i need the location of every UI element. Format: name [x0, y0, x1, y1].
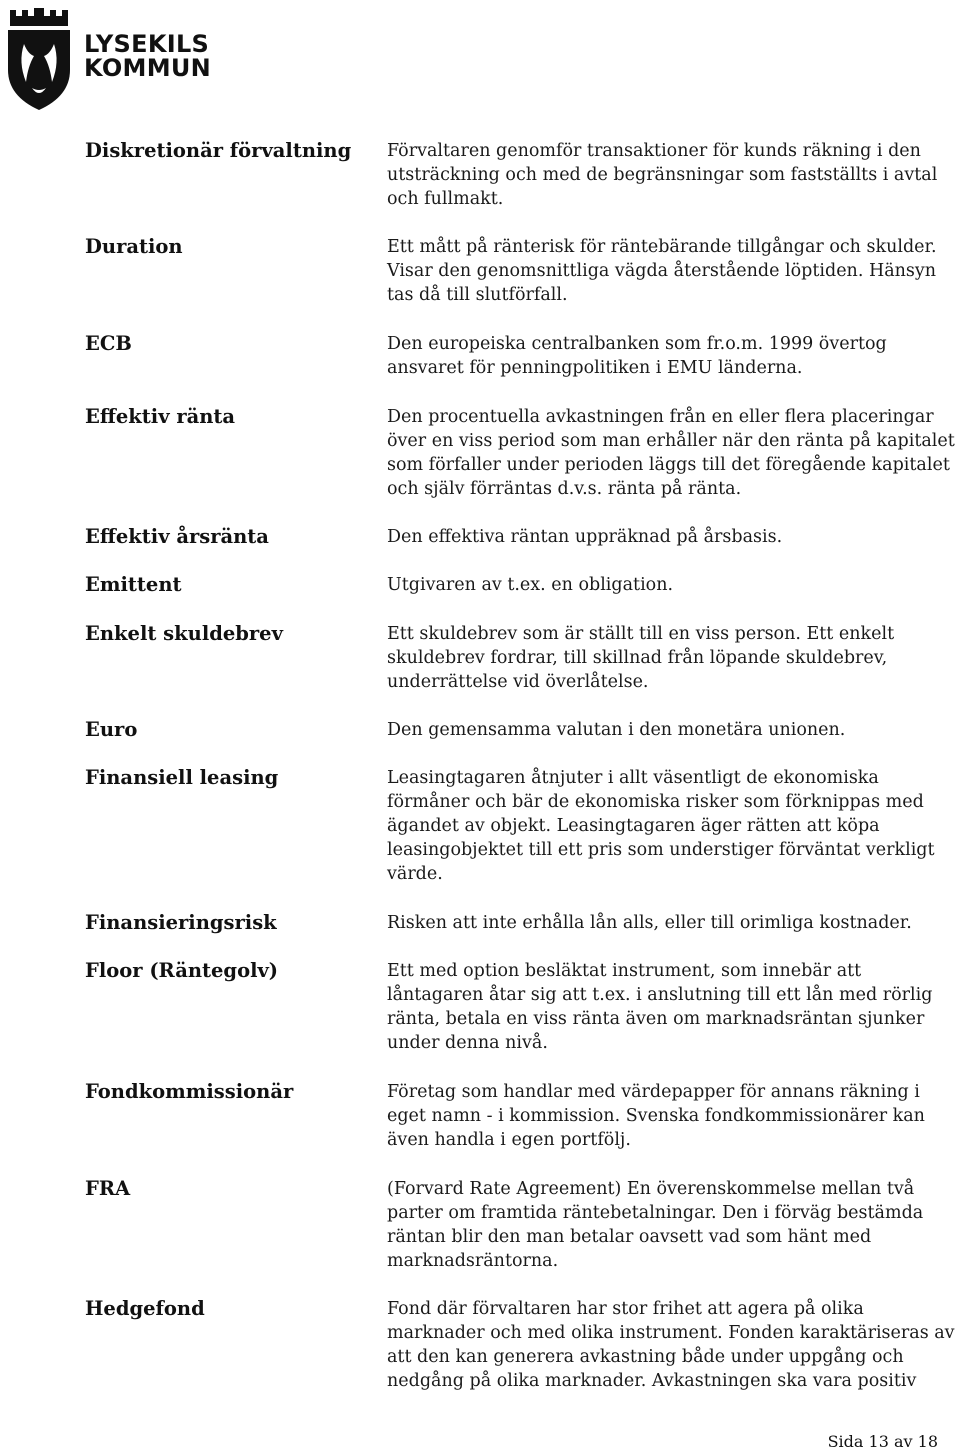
glossary-term: ECB [85, 332, 132, 355]
page-number: Sida 13 av 18 [827, 1432, 938, 1451]
glossary-term: Duration [85, 235, 183, 258]
glossary-definition: Den gemensamma valutan i den monetära unionen. [387, 720, 846, 740]
glossary-definition: Leasingtagaren åtnjuter i allt väsentligt de ekonomiska förmåner och bär de ekonomiska risker som förknippas med ägandet av objekt. Leasingtagaren äger rätten att köpa leasingobjektet till ett pris som understiger förväntat verkligt värde. [387, 768, 935, 884]
glossary-definition: Ett med option besläktat instrument, som innebär att låntagaren åtar sig att t.ex. i anslutning till ett lån med rörlig ränta, betala en viss ränta även om marknadsräntan sjunker under denna nivå. [387, 961, 933, 1053]
municipality-logo-text [84, 32, 211, 80]
glossary-definition: (Forvard Rate Agreement) En överenskommelse mellan två parter om framtida räntebetalningar. Den i förväg bestämda räntan blir den man betalar oavsett vad som hänt med marknadsräntorna. [387, 1179, 924, 1271]
glossary-term: Enkelt skuldebrev [85, 622, 283, 645]
glossary-term: Diskretionär förvaltning [85, 139, 352, 162]
glossary-term: FRA [85, 1177, 131, 1200]
glossary-definition: Fond där förvaltaren har stor frihet att agera på olika marknader och med olika instrument. Fonden karaktäriseras av att den kan generera avkastning både under uppgång och nedgång på olika marknader. Avkastningen ska vara positiv [387, 1299, 955, 1391]
glossary-definition: Den procentuella avkastningen från en eller flera placeringar över en viss period som man erhåller när den ränta på kapitalet som förfaller under perioden läggs till det föregående kapitalet och själv förräntas d.v.s. ränta på ränta. [387, 407, 955, 499]
page-header [0, 0, 960, 115]
glossary-definition: Risken att inte erhålla lån alls, eller till orimliga kostnader. [387, 913, 912, 933]
logo-line-1: LYSEKILS [84, 30, 210, 58]
glossary-term: Finansieringsrisk [85, 911, 277, 934]
glossary-term: Emittent [85, 573, 182, 596]
glossary-definition: Utgivaren av t.ex. en obligation. [387, 575, 674, 595]
glossary-definition: Ett mått på ränterisk för räntebärande tillgångar och skulder. Visar den genomsnittliga vägda återstående löptiden. Hänsyn tas då till slutförfall. [387, 237, 937, 305]
glossary-term: Effektiv årsränta [85, 525, 269, 548]
municipal-crest-logo [4, 4, 74, 112]
glossary-definition: Den effektiva räntan uppräknad på årsbasis. [387, 527, 783, 547]
glossary-term: Finansiell leasing [85, 766, 279, 789]
glossary-term: Euro [85, 718, 138, 741]
glossary-term: Hedgefond [85, 1297, 205, 1320]
logo-line-2: KOMMUN [84, 54, 212, 82]
glossary-definition: Den europeiska centralbanken som fr.o.m. 1999 övertog ansvaret för penningpolitiken i EMU länderna. [387, 334, 887, 378]
glossary-definition: Företag som handlar med värdepapper för annans räkning i eget namn - i kommission. Svenska fondkommissionärer kan även handla i egen portfölj. [387, 1082, 925, 1150]
glossary-term: Floor (Räntegolv) [85, 959, 279, 982]
glossary-term: Fondkommissionär [85, 1080, 294, 1103]
glossary-definition: Förvaltaren genomför transaktioner för kunds räkning i den utsträckning och med de begränsningar som fastställts i avtal och fullmakt. [387, 141, 938, 209]
glossary-definition: Ett skuldebrev som är ställt till en viss person. Ett enkelt skuldebrev fordrar, till skillnad från löpande skuldebrev, underrättelse vid överlåtelse. [387, 624, 895, 692]
glossary-term: Effektiv ränta [85, 405, 236, 428]
